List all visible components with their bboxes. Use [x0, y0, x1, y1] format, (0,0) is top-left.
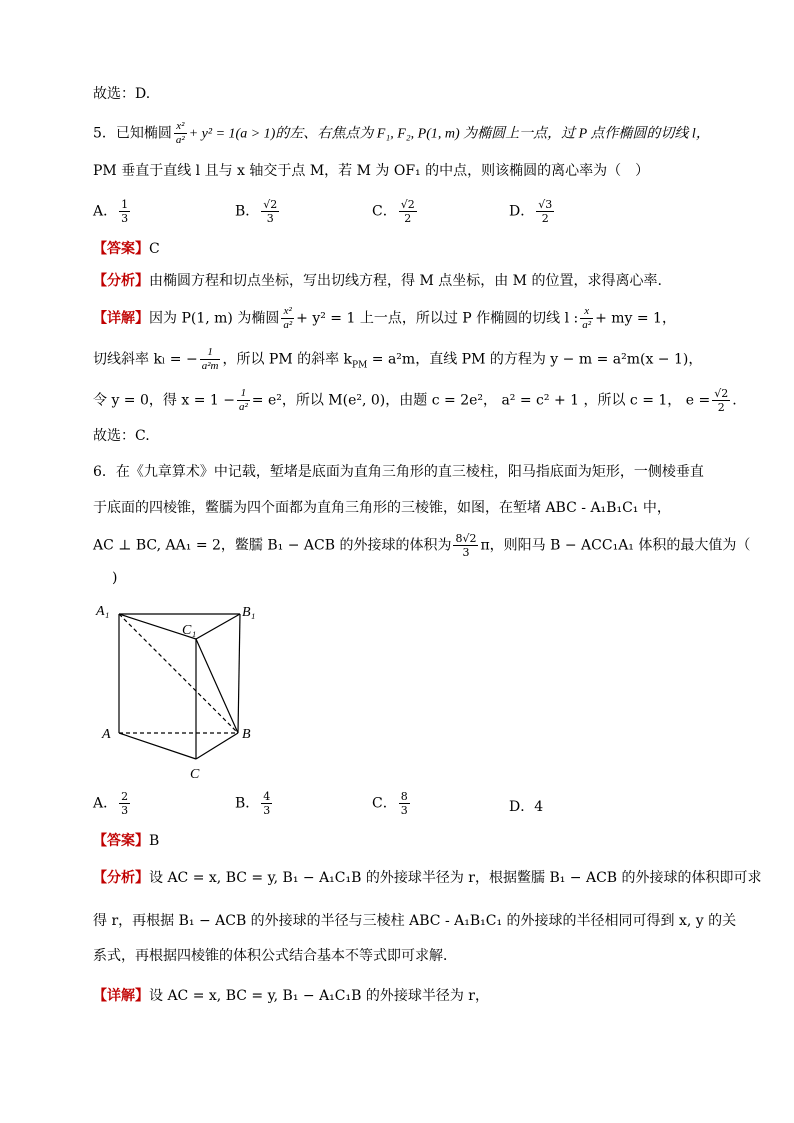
q5-ellipse-fraction: $\frac{\text{x²}}{\text{a²}}$	[175, 120, 185, 146]
edge-c1b	[196, 639, 238, 733]
label-a: A	[102, 727, 111, 742]
q5-option-c[interactable]: C． $\frac{√2}{2}$	[372, 198, 415, 225]
previous-conclusion: 故选：D.	[93, 86, 151, 102]
analysis-tag: 【分析】	[93, 273, 149, 289]
prism-figure	[90, 596, 270, 786]
label-b: B	[242, 727, 251, 742]
q5-option-a[interactable]: A． $\frac{1}{3}$	[93, 198, 129, 225]
q6-stem-line1: 6．在《九章算术》中记载，堑堵是底面为直角三角形的直三棱柱，阳马指底面为矩形，一侧棱垂直	[93, 464, 704, 480]
q5-option-b[interactable]: B． $\frac{√2}{3}$	[235, 198, 278, 225]
q5-stem-line1: 5．已知椭圆 $\frac{\text{x²}}{\text{a²}}$ + y² = 1(a > 1)的左、右焦点为 F₁, F₂, P(1, m) 为椭圆上一点，过 P 点作椭圆的切线 l，	[93, 120, 710, 146]
q6-stem-line4: )	[112, 570, 118, 586]
q5-option-d[interactable]: D． $\frac{√3}{2}$	[509, 198, 553, 225]
q6-option-d[interactable]: D．4	[509, 799, 544, 815]
q5-answer: 【答案】C	[93, 241, 160, 257]
label-c: C	[190, 767, 200, 782]
label-c1: C₁	[182, 623, 197, 638]
q5-conclusion: 故选：C.	[93, 428, 150, 444]
q6-stem-line2: 于底面的四棱锥，鳖臑为四个面都为直角三角形的三棱锥，如图，在堑堵 ABC - A₁B₁C₁ 中，	[93, 500, 671, 516]
q6-option-b[interactable]: B． $\frac{4}{3}$	[235, 790, 271, 817]
q5-detail-line3: 令 y = 0，得 x = 1 − $\frac{1}{\text{a²}}$ = e²，所以 M(e², 0)，由题 c = 2e²， a² = c² + 1 ，所以 c = 1， e = $\frac{√2}{2}$ .	[93, 387, 737, 414]
edge-ac	[119, 733, 196, 759]
detail-tag: 【详解】	[93, 310, 149, 327]
q6-stem-line3: AC ⊥ BC, AA₁ = 2，鳖臑 B₁ − ACB 的外接球的体积为 $\frac{8√2}{3}$ π，则阳马 B − ACC₁A₁ 体积的最大值为（	[93, 532, 751, 559]
answer-tag: 【答案】	[93, 241, 149, 257]
q6-detail-line1: 【详解】设 AC = x, BC = y, B₁ − A₁C₁B 的外接球半径为 r，	[93, 988, 489, 1004]
q6-analysis-line2: 得 r，再根据 B₁ − ACB 的外接球的半径与三棱柱 ABC - A₁B₁C₁ 的外接球的半径相同可得到 x, y 的关	[93, 913, 737, 929]
q5-stem-line2: PM 垂直于直线 l 且与 x 轴交于点 M，若 M 为 OF₁ 的中点，则该椭圆的离心率为（ ）	[93, 163, 650, 179]
q5-analysis: 【分析】由椭圆方程和切点坐标，写出切线方程，得 M 点坐标，由 M 的位置，求得离心率.	[93, 273, 662, 289]
q6-option-c[interactable]: C． $\frac{8}{3}$	[372, 790, 408, 817]
q5-detail-line1: 【详解】因为 P(1, m) 为椭圆 $\frac{\text{x²}}{\text{a²}}$ + y² = 1 上一点，所以过 P 作椭圆的切线 l : $\frac{x}{\text{a²}}$ + my = 1，	[93, 305, 676, 331]
edge-a1b-hidden	[119, 614, 238, 733]
label-b1: B₁	[242, 605, 256, 620]
q6-analysis-line1: 【分析】设 AC = x, BC = y, B₁ − A₁C₁B 的外接球半径为 r，根据鳖臑 B₁ − ACB 的外接球的体积即可求	[93, 870, 762, 886]
q6-option-a[interactable]: A． $\frac{2}{3}$	[93, 790, 129, 817]
q6-answer: 【答案】B	[93, 833, 160, 849]
q6-analysis-line3: 系式，再根据四棱锥的体积公式结合基本不等式即可求解．	[93, 948, 457, 964]
edge-cb	[196, 733, 238, 759]
edge-b1b	[238, 614, 240, 733]
q5-detail-line2: 切线斜率 kₗ = − $\frac{1}{\text{a²m}}$ ，所以 PM 的斜率 $k_{PM} = a^2m$，直线 PM 的方程为 y − m = a²m(x − 1)，	[93, 346, 703, 372]
label-a1: A₁	[96, 604, 110, 619]
edge-c1b1	[196, 614, 240, 639]
